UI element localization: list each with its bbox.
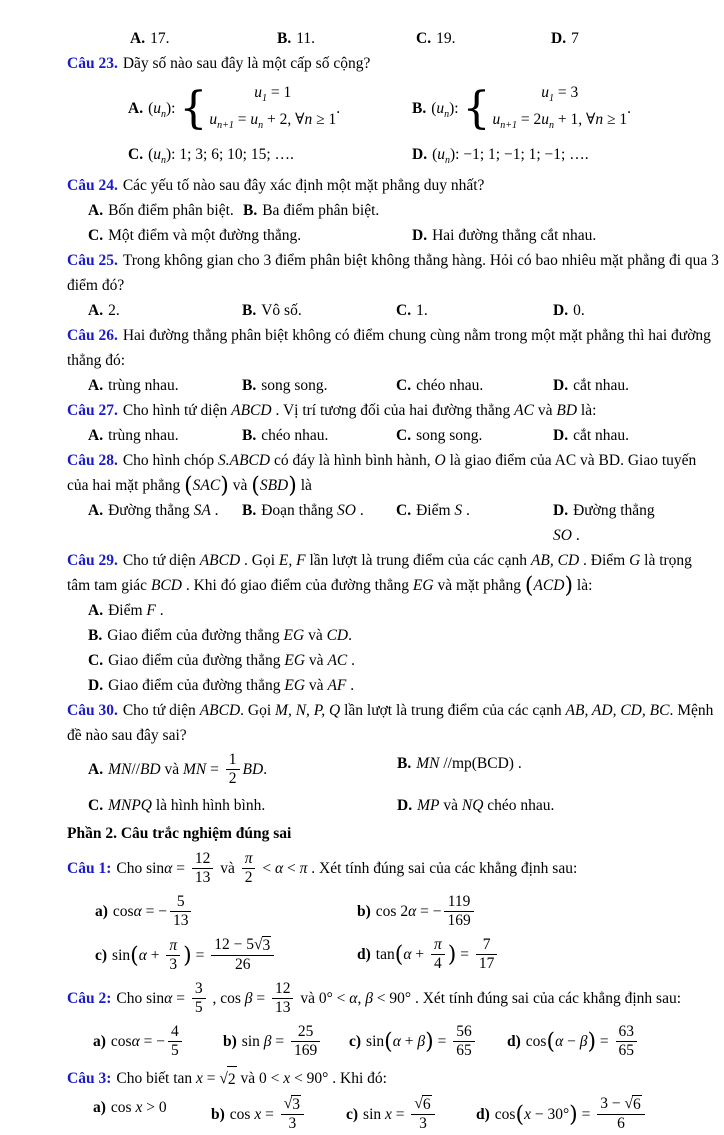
question-25-stem-line2 (67, 273, 666, 298)
option-letter: C. (416, 30, 432, 47)
option-text: 7 (571, 30, 579, 47)
formula: Đường thẳng SA . (108, 502, 219, 520)
option-letter: B. (277, 30, 292, 47)
p2q3-items (93, 1095, 666, 1135)
prev-option-c (416, 26, 551, 51)
formula: Cho biết tan x = √ 2 và 0 < x < 90° . Khi đó: (116, 1070, 387, 1087)
option-letter: C. (88, 652, 104, 670)
question-27-options (88, 423, 666, 448)
q30-option-d (397, 793, 666, 818)
stem-text: thẳng đó: (67, 352, 126, 370)
p2q2-stem (67, 980, 681, 1019)
question-24-stem (67, 173, 666, 198)
option-text: Hai đường thẳng cắt nhau. (432, 227, 597, 245)
p2q1-item-b (357, 893, 666, 932)
formula: MNPQ là hình hình bình. (108, 797, 266, 815)
option-text: song song. (261, 377, 328, 395)
option-letter: D. (553, 502, 569, 520)
question-23-stem (67, 51, 666, 76)
q28-option-d (553, 498, 666, 548)
p2q3-item-b (211, 1095, 346, 1135)
option-text: song song. (416, 427, 483, 445)
formula: $(u_n)$: −1; 1; −1; 1; −1; …. (432, 146, 589, 167)
question-23-options-ab (128, 80, 666, 138)
p2q2-items (93, 1023, 666, 1062)
option-letter: B. (242, 502, 257, 520)
option-text: cắt nhau. (573, 377, 630, 395)
formula: Đường thẳng SO . (553, 502, 655, 545)
option-text: Bốn điểm phân biệt. (108, 202, 234, 220)
formula: sin β = $\frac{25}{169}$ (242, 1033, 323, 1050)
p2q1-item-c (95, 936, 357, 976)
item-letter: d) (357, 946, 371, 964)
item-letter: c) (349, 1033, 362, 1051)
option-letter: D. (553, 302, 569, 320)
option-text: 1. (416, 302, 428, 320)
option-text: 17. (150, 30, 170, 47)
option-text: 19. (436, 30, 456, 47)
q26-option-a (88, 373, 242, 398)
formula: $(u_n)$: 1; 3; 6; 10; 15; …. (148, 146, 294, 167)
q23-option-b (412, 80, 666, 138)
p2q2-item-a (93, 1023, 223, 1062)
option-letter: C. (396, 427, 412, 445)
question-30-stem-line2 (67, 723, 666, 748)
question-23 (67, 51, 666, 173)
formula: cos x = √ 3 3 (230, 1106, 307, 1123)
option-text: Vô số. (261, 302, 302, 320)
q24-option-b (243, 198, 666, 223)
q30-option-b (397, 751, 666, 790)
question-27-stem (67, 398, 666, 423)
item-letter: c) (95, 946, 108, 964)
formula: sin x = √ 6 3 (363, 1106, 438, 1123)
option-letter: A. (88, 427, 104, 445)
formula: MN//BD và MN = $\frac{1}{2}$ BD. (108, 751, 268, 788)
p2q2-item-c (349, 1023, 507, 1062)
option-letter: A. (88, 202, 104, 220)
formula: Điểm S . (416, 502, 470, 520)
q26-option-b (242, 373, 396, 398)
question-28-stem-line2 (67, 473, 666, 498)
question-24 (67, 173, 666, 248)
option-letter: B. (242, 377, 257, 395)
item-letter: d) (476, 1105, 490, 1123)
question-30-stem-line1 (67, 698, 714, 723)
question-29-stem-line2 (67, 573, 666, 598)
question-26-options (88, 373, 666, 398)
formula: MN //mp(BCD) . (416, 755, 522, 773)
q28-option-b (242, 498, 396, 548)
option-text: trùng nhau. (108, 377, 179, 395)
q30-option-c (88, 793, 397, 818)
part2-question-2 (67, 980, 681, 1062)
formula: cos(α − β) = $\frac{63}{65}$ (526, 1033, 640, 1050)
option-text: trùng nhau. (108, 427, 179, 445)
previous-question-options (130, 26, 666, 51)
formula: cosα = − $\frac{5}{13}$ (113, 903, 195, 920)
formula: của hai mặt phẳng (SAC) và (SBD) là (67, 473, 312, 499)
part2-question-3 (67, 1066, 666, 1135)
formula: Cho sinα = $\frac{3}{5}$ , cos β = $\frac{12}{13}$ và 0° < α, β < 90° . Xét tính đúng sai của các khẳng định sau: (116, 980, 681, 1017)
q26-option-c (396, 373, 553, 398)
question-29 (67, 548, 692, 698)
item-letter: a) (93, 1033, 106, 1051)
p2q1-stem (67, 850, 666, 889)
option-letter: C. (396, 502, 412, 520)
q24-option-d (412, 223, 666, 248)
option-letter: D. (412, 227, 428, 245)
q29-option-d (88, 673, 666, 698)
q27-option-a (88, 423, 242, 448)
q29-option-c (88, 648, 666, 673)
q24-option-a (88, 198, 243, 223)
question-24-options-cd (88, 223, 666, 248)
option-letter: D. (551, 30, 567, 47)
item-letter: b) (211, 1105, 225, 1123)
q23-option-c (128, 142, 412, 173)
question-25-options (88, 298, 666, 323)
question-number: Câu 30. (67, 702, 118, 720)
q25-option-b (242, 298, 396, 323)
q27-option-d (553, 423, 666, 448)
option-letter: C. (396, 302, 412, 320)
item-letter: a) (93, 1099, 106, 1117)
q25-option-d (553, 298, 666, 323)
p2q1-item-a (95, 893, 357, 932)
option-letter: B. (412, 99, 427, 117)
option-letter: A. (88, 602, 104, 620)
option-text: 11. (296, 30, 316, 47)
q28-option-c (396, 498, 553, 548)
p2q2-item-b (223, 1023, 349, 1062)
question-28-stem-line1 (67, 448, 697, 473)
part2-header: Phần 2. Câu trắc nghiệm đúng sai (67, 825, 292, 843)
p2q3-stem (67, 1066, 666, 1092)
option-letter: D. (397, 797, 413, 815)
prev-option-a (130, 26, 277, 51)
formula: Giao điểm của đường thẳng EG và AF . (108, 677, 355, 695)
option-letter: A. (88, 377, 104, 395)
option-letter: A. (130, 30, 146, 47)
stem-text: Hai đường thẳng phân biệt không có điểm chung cùng nằm trong một mặt phẳng thì hai đường (122, 327, 711, 345)
q23-option-d (412, 142, 666, 173)
q23-option-a (128, 80, 412, 138)
q25-option-a (88, 298, 242, 323)
p2q1-items-ab (95, 893, 666, 932)
question-28 (67, 448, 697, 548)
formula: $(u_n)$: { $u_1 = 3$ $u_{n+1} = 2u_n + 1$, ∀n ≥ 1 . (431, 83, 631, 135)
item-letter: d) (507, 1033, 521, 1051)
q27-option-c (396, 423, 553, 448)
option-text: Ba điểm phân biệt. (262, 202, 380, 220)
option-text: chéo nhau. (416, 377, 484, 395)
question-26-stem-line1 (67, 323, 711, 348)
item-letter: b) (223, 1033, 237, 1051)
question-number: Câu 1: (67, 860, 112, 878)
option-letter: A. (88, 502, 104, 520)
stem-text: điểm đó? (67, 277, 125, 295)
option-letter: B. (243, 202, 258, 220)
option-letter: C. (88, 227, 104, 245)
question-number: Câu 27. (67, 402, 118, 420)
q26-option-d (553, 373, 666, 398)
question-number: Câu 28. (67, 452, 118, 470)
p2q1-items-cd (95, 936, 666, 976)
stem-text: đề nào sau đây sai? (67, 727, 187, 745)
option-letter: D. (88, 677, 104, 695)
p2q3-item-d (476, 1095, 666, 1135)
formula: Giao điểm của đường thẳng EG và AC . (108, 652, 355, 670)
formula: cos x > 0 (110, 1099, 167, 1117)
option-letter: D. (553, 377, 569, 395)
stem-text: Các yếu tố nào sau đây xác định một mặt phẳng duy nhất? (122, 177, 485, 195)
question-number: Câu 23. (67, 55, 118, 72)
stem-text: Trong không gian cho 3 điểm phân biệt không thẳng hàng. Hỏi có bao nhiêu mặt phẳng đi qua 3 (122, 252, 719, 270)
question-27 (67, 398, 666, 448)
formula: sin(α + $\frac{\pi}{3}$ ) = 12 − 5 √ 3 26 (112, 947, 277, 964)
q24-option-c (88, 223, 412, 248)
part2-question-1 (67, 850, 666, 976)
formula: tâm tam giác BCD . Khi đó giao điểm của đường thẳng EG và mặt phẳng (ACD) là: (67, 573, 593, 599)
question-25-stem-line1 (67, 248, 719, 273)
question-28-options (88, 498, 666, 548)
formula: cos(x − 30°) = 3 − √ 6 6 (495, 1106, 648, 1123)
question-number: Câu 29. (67, 552, 118, 570)
option-letter: C. (396, 377, 412, 395)
option-text: chéo nhau. (261, 427, 329, 445)
question-number: Câu 25. (67, 252, 118, 270)
formula: Cho hình chóp S.ABCD có đáy là hình bình hành, O là giao điểm của AC và BD. Giao tuyến (122, 452, 697, 470)
question-26 (67, 323, 711, 398)
q29-option-b (88, 623, 666, 648)
option-text: cắt nhau. (573, 427, 630, 445)
option-letter: D. (553, 427, 569, 445)
option-letter: B. (397, 755, 412, 773)
formula: Cho tứ diện ABCD . Gọi E, F lần lượt là trung điểm của các cạnh AB, CD . Điểm G là trọng (122, 552, 692, 570)
formula: Giao điểm của đường thẳng EG và CD. (107, 627, 352, 645)
item-letter: b) (357, 903, 371, 921)
formula: Điểm F . (108, 602, 164, 620)
question-number: Câu 26. (67, 327, 118, 345)
p2q1-item-d (357, 936, 666, 976)
q25-option-c (396, 298, 553, 323)
question-30-options-cd (88, 793, 666, 818)
question-25 (67, 248, 719, 323)
formula: Cho hình tứ diện ABCD . Vị trí tương đối của hai đường thẳng AC và BD là: (122, 402, 597, 420)
q27-option-b (242, 423, 396, 448)
option-letter: A. (88, 302, 104, 320)
question-30-options-ab (88, 751, 666, 790)
q30-option-a (88, 751, 397, 790)
item-letter: a) (95, 903, 108, 921)
option-letter: A. (88, 761, 104, 779)
option-letter: B. (242, 302, 257, 320)
option-text: Một điểm và một đường thẳng. (108, 227, 302, 245)
p2q3-item-c (346, 1095, 476, 1135)
question-24-options-ab (88, 198, 666, 223)
p2q3-item-a (93, 1095, 211, 1135)
q29-option-a (88, 598, 666, 623)
option-text: 2. (108, 302, 120, 320)
p2q2-item-d (507, 1023, 666, 1062)
option-letter: A. (128, 99, 144, 117)
option-letter: D. (412, 146, 428, 164)
option-letter: B. (88, 627, 103, 645)
stem-text: Dãy số nào sau đây là một cấp số cộng? (122, 55, 371, 72)
formula: tan(α + $\frac{\pi}{4}$ ) = $\frac{7}{17}$ (376, 946, 501, 963)
question-23-options-cd (128, 142, 666, 173)
question-26-stem-line2 (67, 348, 666, 373)
prev-option-d (551, 26, 666, 51)
item-letter: c) (346, 1105, 359, 1123)
option-letter: C. (128, 146, 144, 164)
formula: Cho sinα = $\frac{12}{13}$ và $\frac{\pi}{2}$ < α < π . Xét tính đúng sai của các khẳng định sau: (116, 850, 578, 887)
prev-option-b (277, 26, 416, 51)
formula: $(u_n)$: { $u_1 = 1$ $u_{n+1} = u_n + 2$, ∀n ≥ 1 . (148, 83, 341, 135)
question-29-stem-line1 (67, 548, 692, 573)
question-number: Câu 2: (67, 990, 112, 1008)
option-letter: B. (242, 427, 257, 445)
option-text: 0. (573, 302, 585, 320)
question-number: Câu 24. (67, 177, 118, 195)
formula: Cho tứ diện ABCD. Gọi M, N, P, Q lần lượt là trung điểm của các cạnh AB, AD, CD, BC. Mệnh (122, 702, 714, 720)
option-letter: C. (88, 797, 104, 815)
question-number: Câu 3: (67, 1070, 112, 1088)
formula: cos 2α = − $\frac{119}{169}$ (376, 903, 477, 920)
formula: sin(α + β) = $\frac{56}{65}$ (366, 1033, 478, 1050)
formula: MP và NQ chéo nhau. (417, 797, 555, 815)
q28-option-a (88, 498, 242, 548)
formula: Đoạn thẳng SO . (261, 502, 364, 520)
question-30 (67, 698, 714, 818)
formula: cosα = − $\frac{4}{5}$ (111, 1033, 185, 1050)
